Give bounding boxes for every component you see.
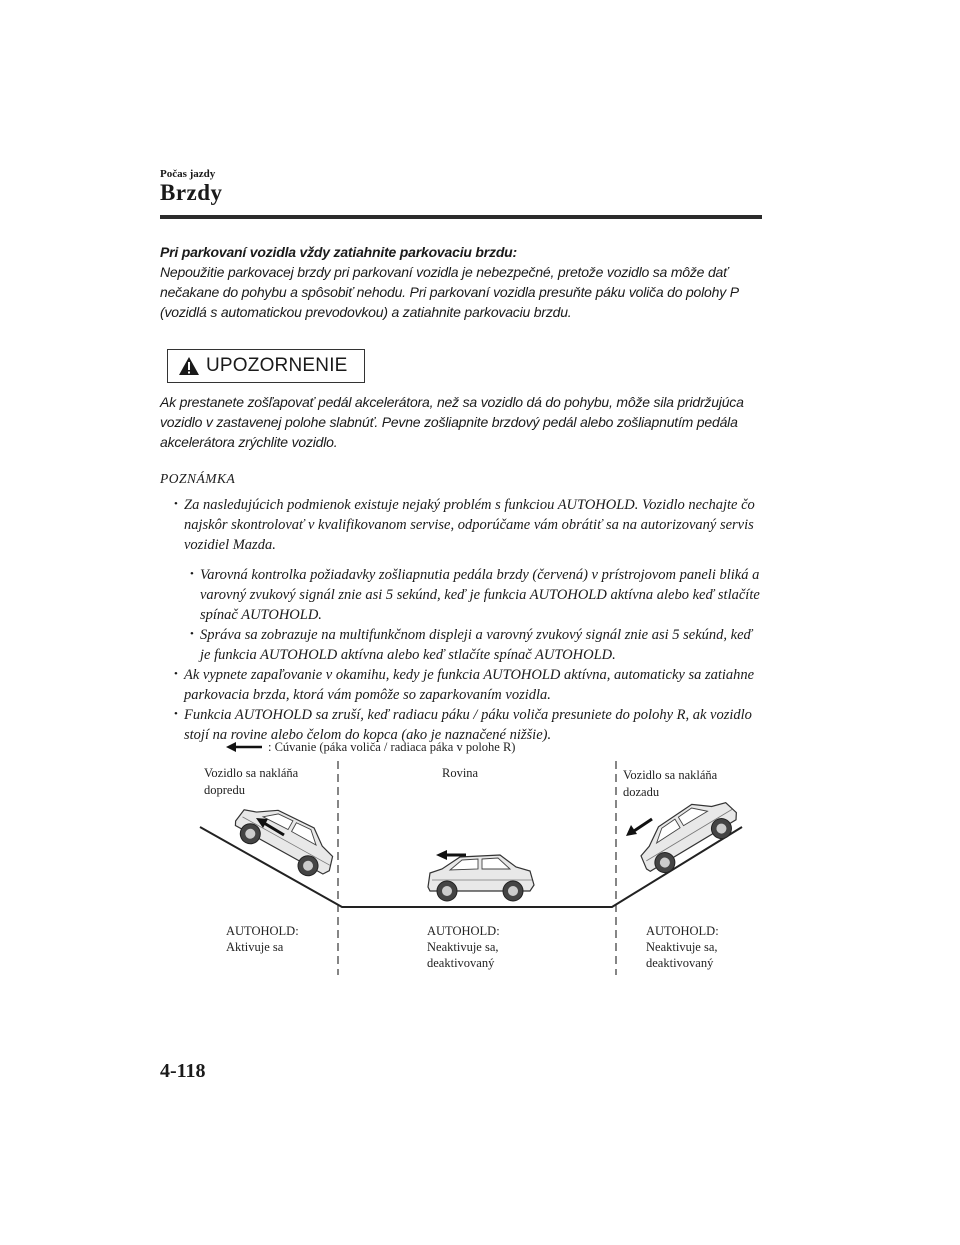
right-label-line1: Vozidlo sa nakláňa [623, 768, 718, 782]
center-status-line2: Neaktivuje sa, [427, 940, 499, 954]
car-backward-slope-icon [630, 787, 745, 881]
title-divider [160, 215, 762, 219]
car-flat-icon [428, 855, 534, 901]
warning-block [160, 242, 760, 322]
right-status-line2: Neaktivuje sa, [646, 940, 718, 954]
note-item: • Za nasledujúcich podmienok existuje nejaký problém s funkciou AUTOHOLD. Vozidlo nechajte čo najskôr skontrolovať v kvalifikovanom servise, odporúčame vám obrátiť sa na autorizovaný servis vozidiel Mazda. [160, 495, 766, 555]
caution-label: UPOZORNENIE [206, 355, 348, 376]
note-subitem: • Varovná kontrolka požiadavky zošliapnutia pedála brzdy (červená) v prístrojovom paneli bliká a varovný zvukový signál znie asi 5 sekúnd, keď je funkcia AUTOHOLD aktívna alebo keď stlačíte spínač AUTOHOLD. [160, 565, 766, 625]
right-status-line1: AUTOHOLD: [646, 924, 719, 938]
left-status-line2: Aktivuje sa [226, 940, 284, 954]
note-subitem: • Správa sa zobrazuje na multifunkčnom displeji a varovný zvukový signál znie asi 5 sekúnd, keď je funkcia AUTOHOLD aktívna alebo keď stlačíte spínač AUTOHOLD. [160, 625, 766, 665]
center-label: Rovina [442, 766, 479, 780]
warning-heading: Pri parkovaní vozidla vždy zatiahnite parkovaciu brzdu: [160, 244, 517, 260]
autohold-diagram [160, 735, 780, 980]
section-label: Počas jazdy [160, 168, 216, 180]
warning-triangle-icon [178, 356, 200, 376]
right-status-line3: deaktivovaný [646, 956, 714, 970]
legend-label: : Cúvanie (páka voliča / radiaca páka v polohe R) [268, 740, 516, 754]
warning-body: Nepoužitie parkovacej brzdy pri parkovaní vozidla je nebezpečné, pretože vozidlo sa môže dať nečakane do pohybu a spôsobiť nehodu. Pri parkovaní vozidla presuňte páku voliča do polohy P (vozidlá s automatickou prevodovkou) a zatiahnite parkovaciu brzdu. [160, 264, 739, 320]
car-forward-slope-icon [229, 793, 344, 885]
note-heading: POZNÁMKA [160, 471, 236, 486]
left-status-line1: AUTOHOLD: [226, 924, 299, 938]
center-status-line3: deaktivovaný [427, 956, 495, 970]
page-number: 4-118 [160, 1060, 206, 1082]
reverse-arrow-icon [226, 742, 262, 752]
caution-body: Ak prestanete zošľapovať pedál akcelerátora, než sa vozidlo dá do pohybu, môže sila pridržujúca vozidlo v zastavenej polohe slabnúť. Pevne zošliapnite brzdový pedál alebo zošliapnutím pedála akcelerátora zrýchlite vozidlo. [160, 394, 744, 450]
note-item: • Ak vypnete zapaľovanie v okamihu, kedy je funkcia AUTOHOLD aktívna, automaticky sa zatiahne parkovacia brzda, ktorá vám pomôže so zaparkovaním vozidla. [160, 665, 766, 705]
left-label-line2: dopredu [204, 783, 245, 797]
note-list [160, 495, 766, 745]
note-item: • Funkcia AUTOHOLD sa zruší, keď radiacu páku / páku voliča presuniete do polohy R, ak vozidlo stojí na rovine alebo čelom do kopca (ako je naznačené nižšie). [160, 705, 766, 745]
center-status-line1: AUTOHOLD: [427, 924, 500, 938]
right-label-line2: dozadu [623, 785, 660, 799]
reverse-arrow-right-icon [626, 819, 652, 836]
page-title: Brzdy [160, 180, 223, 205]
caution-badge [167, 349, 365, 383]
left-label-line1: Vozidlo sa nakláňa [204, 766, 299, 780]
